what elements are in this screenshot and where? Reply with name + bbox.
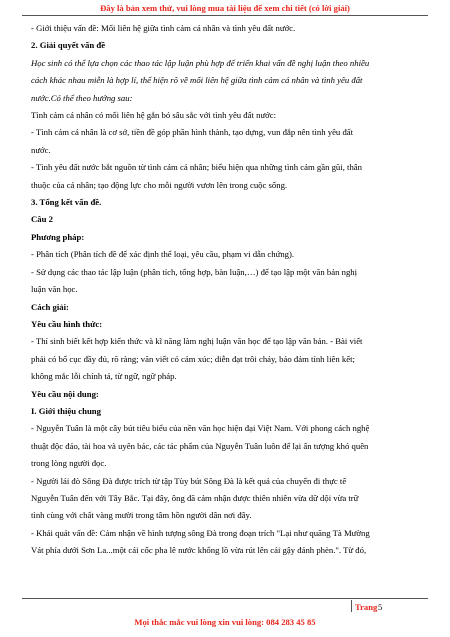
text-line: - Khái quát vấn đề: Cảm nhận về hình tượng sông Đà trong đoạn trích "Lại như quãng Tà Mường bbox=[31, 527, 370, 538]
method-heading: Phương pháp: bbox=[31, 231, 85, 242]
text-line: nước. bbox=[31, 144, 51, 155]
form-requirements-heading: Yêu cầu hình thức: bbox=[31, 318, 103, 329]
text-line: không mắc lỗi chính tả, từ ngữ, ngữ pháp. bbox=[31, 371, 177, 382]
question-heading: Câu 2 bbox=[31, 214, 53, 225]
text-line: Nguyễn Tuân đến với Tây Bắc. Tại đây, ông đã cảm nhận được thiên nhiên vừa dữ dội vừa trữ bbox=[31, 492, 359, 503]
text-line: Tình cảm cá nhân có mối liên hệ gắn bó sâu sắc với tình yêu đất nước: bbox=[31, 110, 277, 121]
content-requirements-heading: Yêu cầu nội dung: bbox=[31, 388, 99, 399]
text-line: nước.Có thể theo hướng sau: bbox=[31, 92, 133, 103]
header-divider bbox=[22, 15, 428, 16]
preview-banner: Đây là bản xem thử, vui lòng mua tài liệu để xem chi tiết (có lời giải) bbox=[100, 3, 350, 13]
text-line: trong lòng người đọc. bbox=[31, 458, 107, 469]
page-label: Trang bbox=[355, 602, 378, 612]
text-line: - Nguyễn Tuân là một cây bút tiêu biểu của nền văn học hiện đại Việt Nam. Với phong cách nghệ bbox=[31, 423, 370, 434]
document-body bbox=[31, 20, 423, 560]
text-line: - Phân tích (Phân tích đề để xác định thể loại, yêu cầu, phạm vi dẫn chứng). bbox=[31, 249, 295, 260]
text-line: phải có bố cục đầy đủ, rõ ràng; văn viết có cảm xúc; diễn đạt trôi chảy, bảo đảm tính liên kết; bbox=[31, 353, 355, 364]
solution-heading: Cách giải: bbox=[31, 301, 69, 312]
text-line: Học sinh có thể lựa chọn các thao tác lập luận phù hợp để triển khai vấn đề nghị luận theo nhiều bbox=[31, 57, 370, 68]
text-line: cách khác nhau miễn là hợp lí, thể hiện rõ về mối liên hệ giữa tình cảm cá nhân và tình yêu đất bbox=[31, 75, 363, 86]
text-line: thuật độc đáo, tài hoa và uyên bác, các tác phẩm của Nguyễn Tuân luôn để lại ấn tượng khó quên bbox=[31, 440, 369, 451]
text-line: - Tình cảm cá nhân là cơ sở, tiền đề góp phần hình thành, tạo dựng, vun đắp nên tình yêu đất bbox=[31, 127, 354, 138]
footer-separator bbox=[351, 600, 352, 612]
text-line: - Thí sinh biết kết hợp kiến thức và kĩ năng làm nghị luận văn học để tạo lập văn bản. - Bài viết bbox=[31, 336, 363, 347]
section-heading: I. Giới thiệu chung bbox=[31, 405, 101, 416]
section-heading: 2. Giải quyết vấn đề bbox=[31, 40, 106, 51]
hotline-text: Mọi thắc mắc vui lòng xin vui lòng: 084 283 45 85 bbox=[134, 617, 316, 627]
section-heading: 3. Tổng kết vấn đề. bbox=[31, 197, 102, 208]
text-line: tình cùng với chất vàng mười trong tâm hồn người dân nơi đây. bbox=[31, 510, 252, 521]
text-line: - Người lái đò Sông Đà được trích từ tập Tùy bút Sông Đà là kết quả của chuyến đi thực tế bbox=[31, 475, 347, 486]
footer-divider bbox=[22, 598, 428, 599]
text-line: luận văn học. bbox=[31, 284, 78, 295]
text-line: thuộc của cá nhân; tạo động lực cho mỗi người vươn lên trong cuộc sống. bbox=[31, 179, 288, 190]
text-line: - Giới thiệu vấn đề: Mối liên hệ giữa tình cảm cá nhân và tình yêu đất nước. bbox=[31, 23, 296, 33]
text-line: - Tình yêu đất nước bắt nguồn từ tình cảm cá nhân; biểu hiện qua những tình cảm gần gũi, thân bbox=[31, 162, 362, 173]
page-number: 5 bbox=[378, 602, 383, 612]
text-line: Vát phía dưới Sơn La...một cái cốc pha lê nước khổng lồ vừa rút lên cái gậy đánh phèn.". Từ đó, bbox=[31, 545, 367, 556]
text-line: - Sử dụng các thao tác lập luận (phân tích, tổng hợp, bàn luận,…) để tạo lập một văn bản nghị bbox=[31, 266, 358, 277]
